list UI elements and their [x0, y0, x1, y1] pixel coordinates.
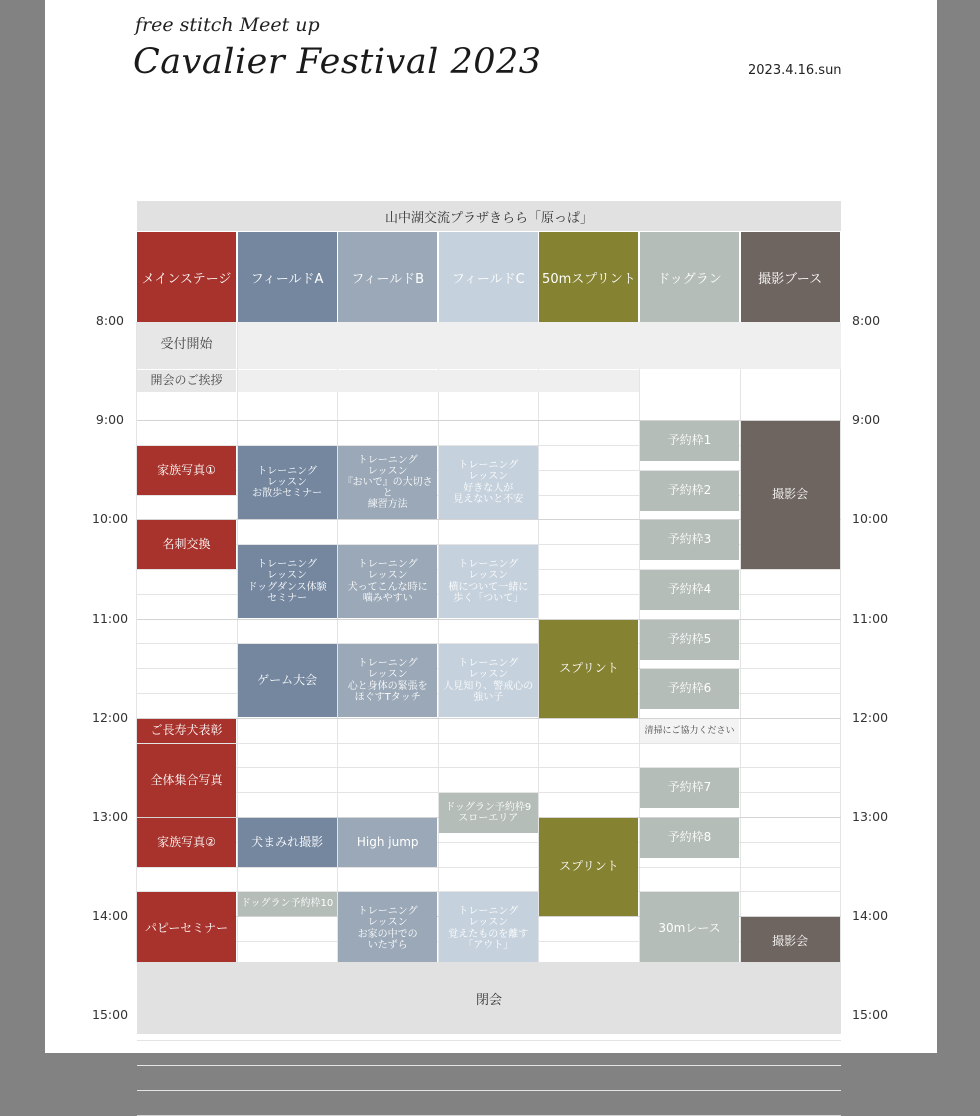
- time-label-right: 9:00: [852, 412, 881, 428]
- time-label-left: 11:00: [92, 610, 129, 626]
- event-block: トレーニング レッスン お散歩セミナー: [238, 446, 337, 519]
- event-block: 予約枠6: [640, 669, 739, 709]
- event-block: 予約枠5: [640, 620, 739, 660]
- event-block: トレーニング レッスン 横について一緒に 歩く「ついて」: [439, 545, 538, 618]
- event-date: 2023.4.16.sun: [748, 63, 842, 78]
- event-block: 家族写真①: [137, 446, 236, 495]
- event-block: High jump: [338, 818, 437, 867]
- event-block: 予約枠7: [640, 768, 739, 808]
- event-block: 予約枠3: [640, 520, 739, 560]
- closing-band: 閉会: [137, 962, 841, 1034]
- event-block: トレーニング レッスン 人見知り、警戒心の 強い子: [439, 644, 538, 717]
- time-label-right: 15:00: [852, 1007, 889, 1023]
- event-block: ドッグラン予約枠10: [238, 892, 337, 916]
- event-block: 予約枠1: [640, 421, 739, 461]
- event-block: 清掃にご協力ください: [640, 719, 739, 743]
- column-header: 撮影ブース: [741, 232, 840, 322]
- opening-greeting-band: [238, 370, 639, 392]
- time-label-left: 14:00: [92, 908, 129, 924]
- event-block: トレーニング レッスン 『おいで』の大切さと 練習方法: [338, 446, 437, 519]
- time-label-right: 11:00: [852, 610, 889, 626]
- event-block: トレーニング レッスン 覚えたものを離す 「アウト」: [439, 892, 538, 965]
- opening-greeting-cell: 開会のご挨拶: [137, 370, 236, 392]
- event-block: トレーニング レッスン 心と身体の緊張を ほぐすTタッチ: [338, 644, 437, 717]
- event-block: 30mレース: [640, 892, 739, 965]
- event-block: ドッグラン予約枠9 スローエリア: [439, 793, 538, 833]
- column-header: フィールドB: [338, 232, 437, 322]
- time-label-left: 10:00: [92, 511, 129, 527]
- grid-row-line: [137, 1040, 841, 1041]
- grid-column-line: [438, 322, 439, 962]
- event-block: パピーセミナー: [137, 892, 236, 965]
- event-block: 予約枠8: [640, 818, 739, 858]
- grid-row-line: [137, 1065, 841, 1066]
- event-block: 犬まみれ撮影: [238, 818, 337, 867]
- event-block: 撮影会: [741, 917, 840, 966]
- event-block: 撮影会: [741, 421, 840, 569]
- grid-column-line: [740, 322, 741, 962]
- event-block: トレーニング レッスン 好きな人が 見えないと不安: [439, 446, 538, 519]
- event-block: スプリント: [539, 620, 638, 718]
- grid-column-line: [840, 322, 841, 962]
- column-header: メインステージ: [137, 232, 236, 322]
- event-block: 全体集合写真: [137, 744, 236, 817]
- event-block: ゲーム大会: [238, 644, 337, 717]
- time-label-left: 13:00: [92, 809, 129, 824]
- event-block: トレーニング レッスン ドッグダンス体験 セミナー: [238, 545, 337, 618]
- event-block: 家族写真②: [137, 818, 236, 867]
- time-label-right: 14:00: [852, 908, 889, 924]
- time-label-left: 8:00: [95, 313, 124, 328]
- grid-row-line: [137, 867, 841, 868]
- time-label-left: 12:00: [92, 709, 129, 725]
- event-block: トレーニング レッスン 犬ってこんな時に 噛みやすい: [338, 545, 437, 618]
- time-label-right: 8:00: [852, 313, 881, 328]
- time-label-right: 10:00: [852, 511, 889, 527]
- column-header: フィールドA: [238, 232, 337, 322]
- event-block: 予約枠4: [640, 570, 739, 610]
- column-header: ドッグラン: [640, 232, 739, 322]
- event-title: Cavalier Festival 2023: [133, 42, 542, 82]
- event-block: 予約枠2: [640, 471, 739, 511]
- event-block: トレーニング レッスン お家の中での いたずら: [338, 892, 437, 965]
- grid-row-line: [137, 743, 841, 744]
- venue-banner: 山中湖交流プラザきらら「原っぱ」: [137, 201, 841, 231]
- time-label-right: 12:00: [852, 709, 889, 725]
- reception-band: [238, 322, 841, 369]
- grid-row-line: [137, 1090, 841, 1091]
- time-label-right: 13:00: [852, 809, 889, 824]
- event-block: スプリント: [539, 818, 638, 916]
- column-header: 50mスプリント: [539, 232, 638, 322]
- time-label-left: 9:00: [95, 412, 124, 428]
- event-subtitle: free stitch Meet up: [135, 14, 320, 36]
- event-block: 名刺交換: [137, 520, 236, 569]
- column-header: フィールドC: [439, 232, 538, 322]
- time-label-left: 15:00: [92, 1007, 129, 1023]
- reception-start-cell: 受付開始: [137, 322, 236, 369]
- event-block: ご長寿犬表彰: [137, 719, 236, 743]
